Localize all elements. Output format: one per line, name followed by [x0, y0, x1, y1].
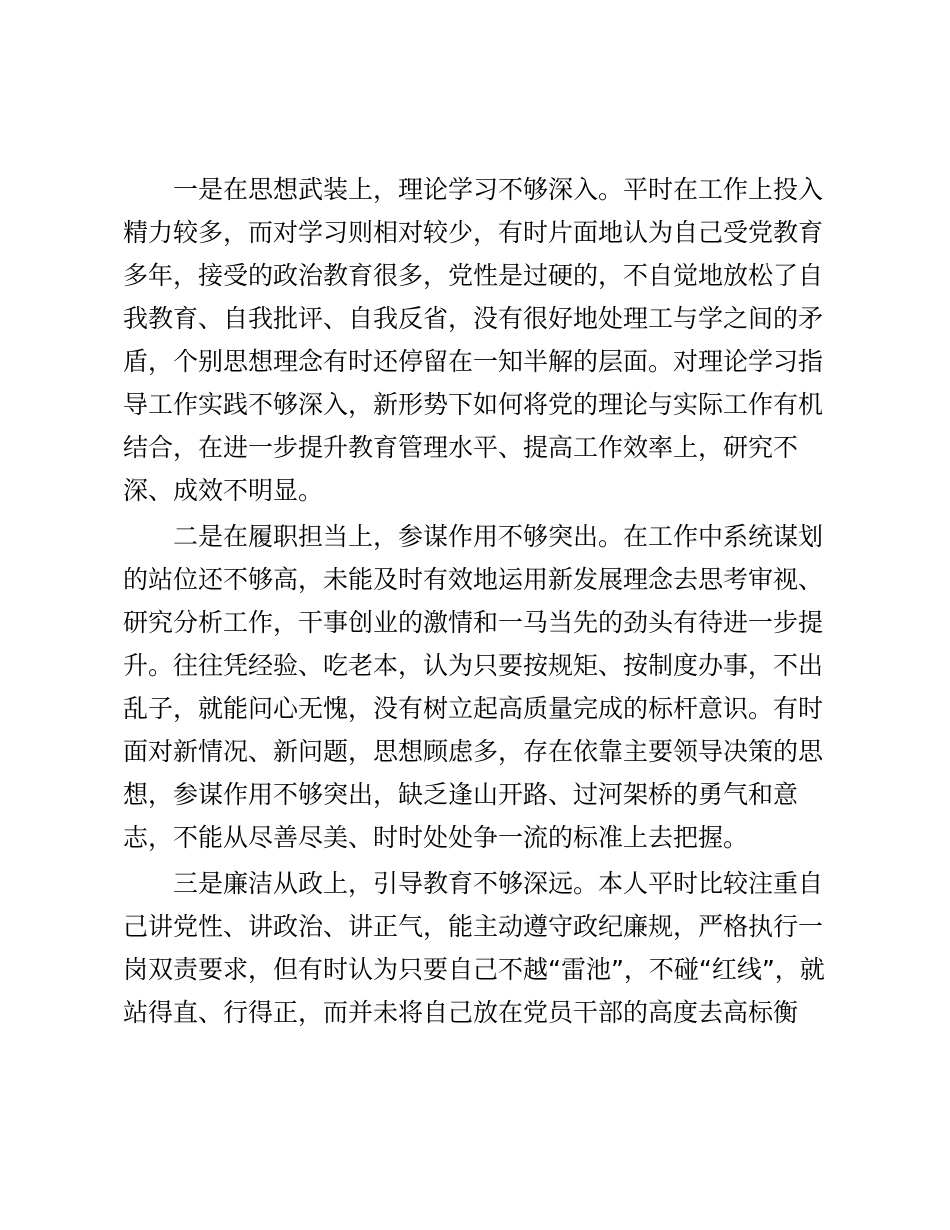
text-line: 乱子，就能问心无愧，没有树立起高质量完成的标杆意识。有时	[123, 694, 824, 723]
text-line: 己讲党性、讲政治、讲正气，能主动遵守政纪廉规，严格执行一	[123, 912, 824, 941]
body-text	[123, 168, 823, 1037]
text-line: 志，不能从尽善尽美、时时处处争一流的标准上去把握。	[123, 823, 749, 852]
paragraph-duty-responsibility	[123, 515, 823, 859]
text-line: 升。往往凭经验、吃老本，认为只要按规矩、按制度办事，不出	[123, 651, 824, 680]
text-line: 想，参谋作用不够突出，缺乏逢山开路、过河架桥的勇气和意	[123, 780, 799, 809]
paragraph-integrity	[123, 862, 823, 1034]
text-line: 深、成效不明显。	[123, 476, 324, 505]
text-line: 结合，在进一步提升教育管理水平、提高工作效率上，研究不	[123, 433, 799, 462]
text-line: 三是廉洁从政上，引导教育不够深远。本人平时比较注重自	[173, 869, 824, 898]
text-line: 的站位还不够高，未能及时有效地运用新发展理念去思考审视、	[123, 565, 824, 594]
text-line: 研究分析工作，干事创业的激情和一马当先的劲头有待进一步提	[123, 608, 824, 637]
text-line: 导工作实践不够深入，新形势下如何将党的理论与实际工作有机	[123, 390, 824, 419]
text-line: 我教育、自我批评、自我反省，没有很好地处理工与学之间的矛	[123, 304, 824, 333]
text-line: 一是在思想武装上，理论学习不够深入。平时在工作上投入	[173, 175, 824, 204]
text-line: 岗双责要求，但有时认为只要自己不越“雷池”，不碰“红线”，就	[123, 955, 825, 984]
text-line: 多年，接受的政治教育很多，党性是过硬的，不自觉地放松了自	[123, 261, 824, 290]
text-line: 面对新情况、新问题，思想顾虑多，存在依靠主要领导决策的思	[123, 737, 824, 766]
text-line: 二是在履职担当上，参谋作用不够突出。在工作中系统谋划	[173, 522, 824, 551]
text-line: 盾，个别思想理念有时还停留在一知半解的层面。对理论学习指	[123, 347, 824, 376]
text-line: 精力较多，而对学习则相对较少，有时片面地认为自己受党教育	[123, 218, 824, 247]
paragraph-thought-armament	[123, 168, 823, 512]
text-line: 站得直、行得正，而并未将自己放在党员干部的高度去高标衡	[123, 998, 799, 1027]
